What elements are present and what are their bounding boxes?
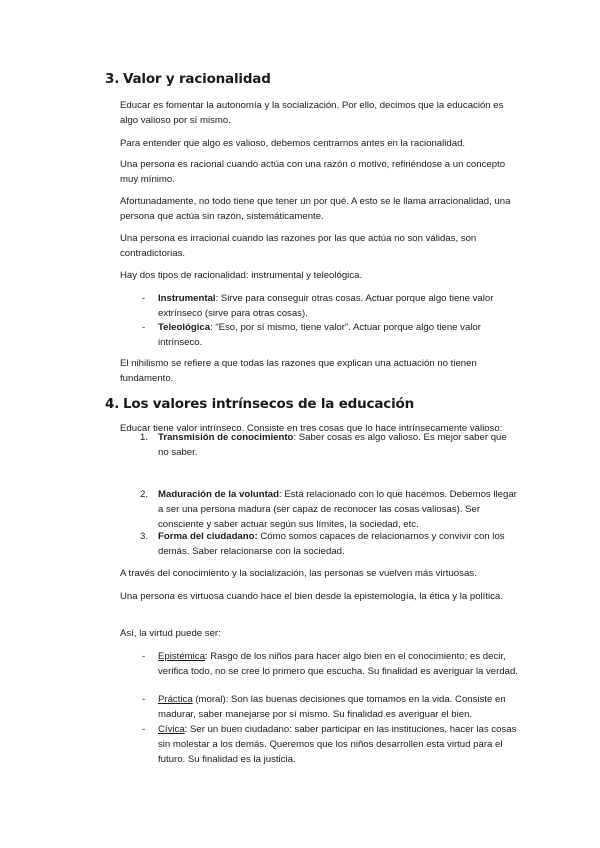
paragraph: Así, la virtud puede ser: [120,628,221,639]
list-item-term: Forma del ciudadano: [158,531,258,542]
number-marker: 1. [140,432,149,443]
list-item-text: Cómo somos capaces de relacionarnos y convivir con los demás. Saber relacionarse con la sociedad. [158,531,505,557]
bullet-marker: - [142,724,146,735]
list-item [158,430,518,460]
list-item-text: : Rasgo de los niños para hacer algo bien en el conocimiento; es decir, verifica todo, no se cree lo primero que escucha. Su finalidad es averiguar la verdad. [158,651,518,677]
bullet-marker: - [142,694,146,705]
section-3-number: 3. [105,71,120,87]
paragraph: A través del conocimiento y la socialización, las personas se vuelven más virtuosas. [120,568,477,579]
paragraph: Hay dos tipos de racionalidad: instrumental y teleológica. [120,270,363,281]
number-marker: 2. [140,489,149,500]
list-item-term: Maduración de la voluntad [158,489,280,500]
paragraph: Afortunadamente, no todo tiene que tener un por qué. A esto se le llama arracionalidad, una persona que actúa sin razón, sistemáticamente. [120,196,511,222]
paragraph: Una persona es racional cuando actúa con una razón o motivo, refiriéndose a un concepto muy mínimo. [120,159,506,185]
list-item-term: Epistémica [158,651,205,662]
list-item [158,692,518,722]
paragraph: Para entender que algo es valioso, debemos centrarnos antes en la racionalidad. [120,138,466,149]
list-item [158,722,518,767]
paragraph: Educar tiene valor intrínseco. Consiste en tres cosas que lo hace intrínsecamente valioso: [120,423,503,434]
paragraph: El nihilismo se refiere a que todas las razones que explican una actuación no tienen fundamento. [120,358,477,384]
list-item-text: (moral): Son las buenas decisiones que tomamos en la vida. Consiste en madurar, saber manejarse por sí mismo. Su finalidad es averiguar el bien. [158,694,506,720]
section-4-number: 4. [105,396,120,412]
list-item-text: : Saber cosas es algo valioso. Es mejor saber que no saber. [158,432,507,458]
number-marker: 3. [140,531,149,542]
bullet-marker: - [142,322,146,333]
bullet-marker: - [142,651,146,662]
section-4-title: Los valores intrínsecos de la educación [123,396,414,412]
list-item-term: Cívica [158,724,185,735]
list-item [158,649,518,679]
list-item-term: Instrumental [158,293,216,304]
section-4-heading [105,396,414,412]
paragraph: Una persona es virtuosa cuando hace el bien desde la epistemología, la ética y la política. [120,591,503,602]
list-item-text: : “Eso, por sí mismo, tiene valor”. Actuar porque algo tiene valor intrínseco. [158,322,481,348]
list-item [158,529,518,559]
list-item-text: : Está relacionado con lo que hacemos. Debemos llegar a ser una persona madura (ser capaz de reconocer las cosas valiosas). Ser consciente y saber actuar según sus límites, la sociedad, etc. [158,489,517,530]
bullet-marker: - [142,293,146,304]
list-item-term: Teleológica [158,322,211,333]
list-item-term: Práctica [158,694,193,705]
paragraph: Educar es fomentar la autonomía y la socialización. Por ello, decimos que la educación es algo valioso por sí mismo. [120,100,504,126]
section-3-heading [105,71,271,87]
section-3-title: Valor y racionalidad [123,71,271,87]
paragraph: Una persona es irracional cuando las razones por las que actúa no son válidas, son contradictorias. [120,233,477,259]
list-item [158,487,518,532]
list-item-text: : Sirve para conseguir otras cosas. Actuar porque algo tiene valor extrínseco (sirve para otras cosas). [158,293,494,319]
list-item [158,320,518,350]
list-item-term: Transmisión de conocimiento [158,432,294,443]
list-item-text: : Ser un buen ciudadano: saber participar en las instituciones, hacer las cosas sin molestar a los demás. Queremos que los niños desarrollen esta virtud para el futuro. Su finalidad es la justicia. [158,724,517,765]
list-item [158,291,518,321]
